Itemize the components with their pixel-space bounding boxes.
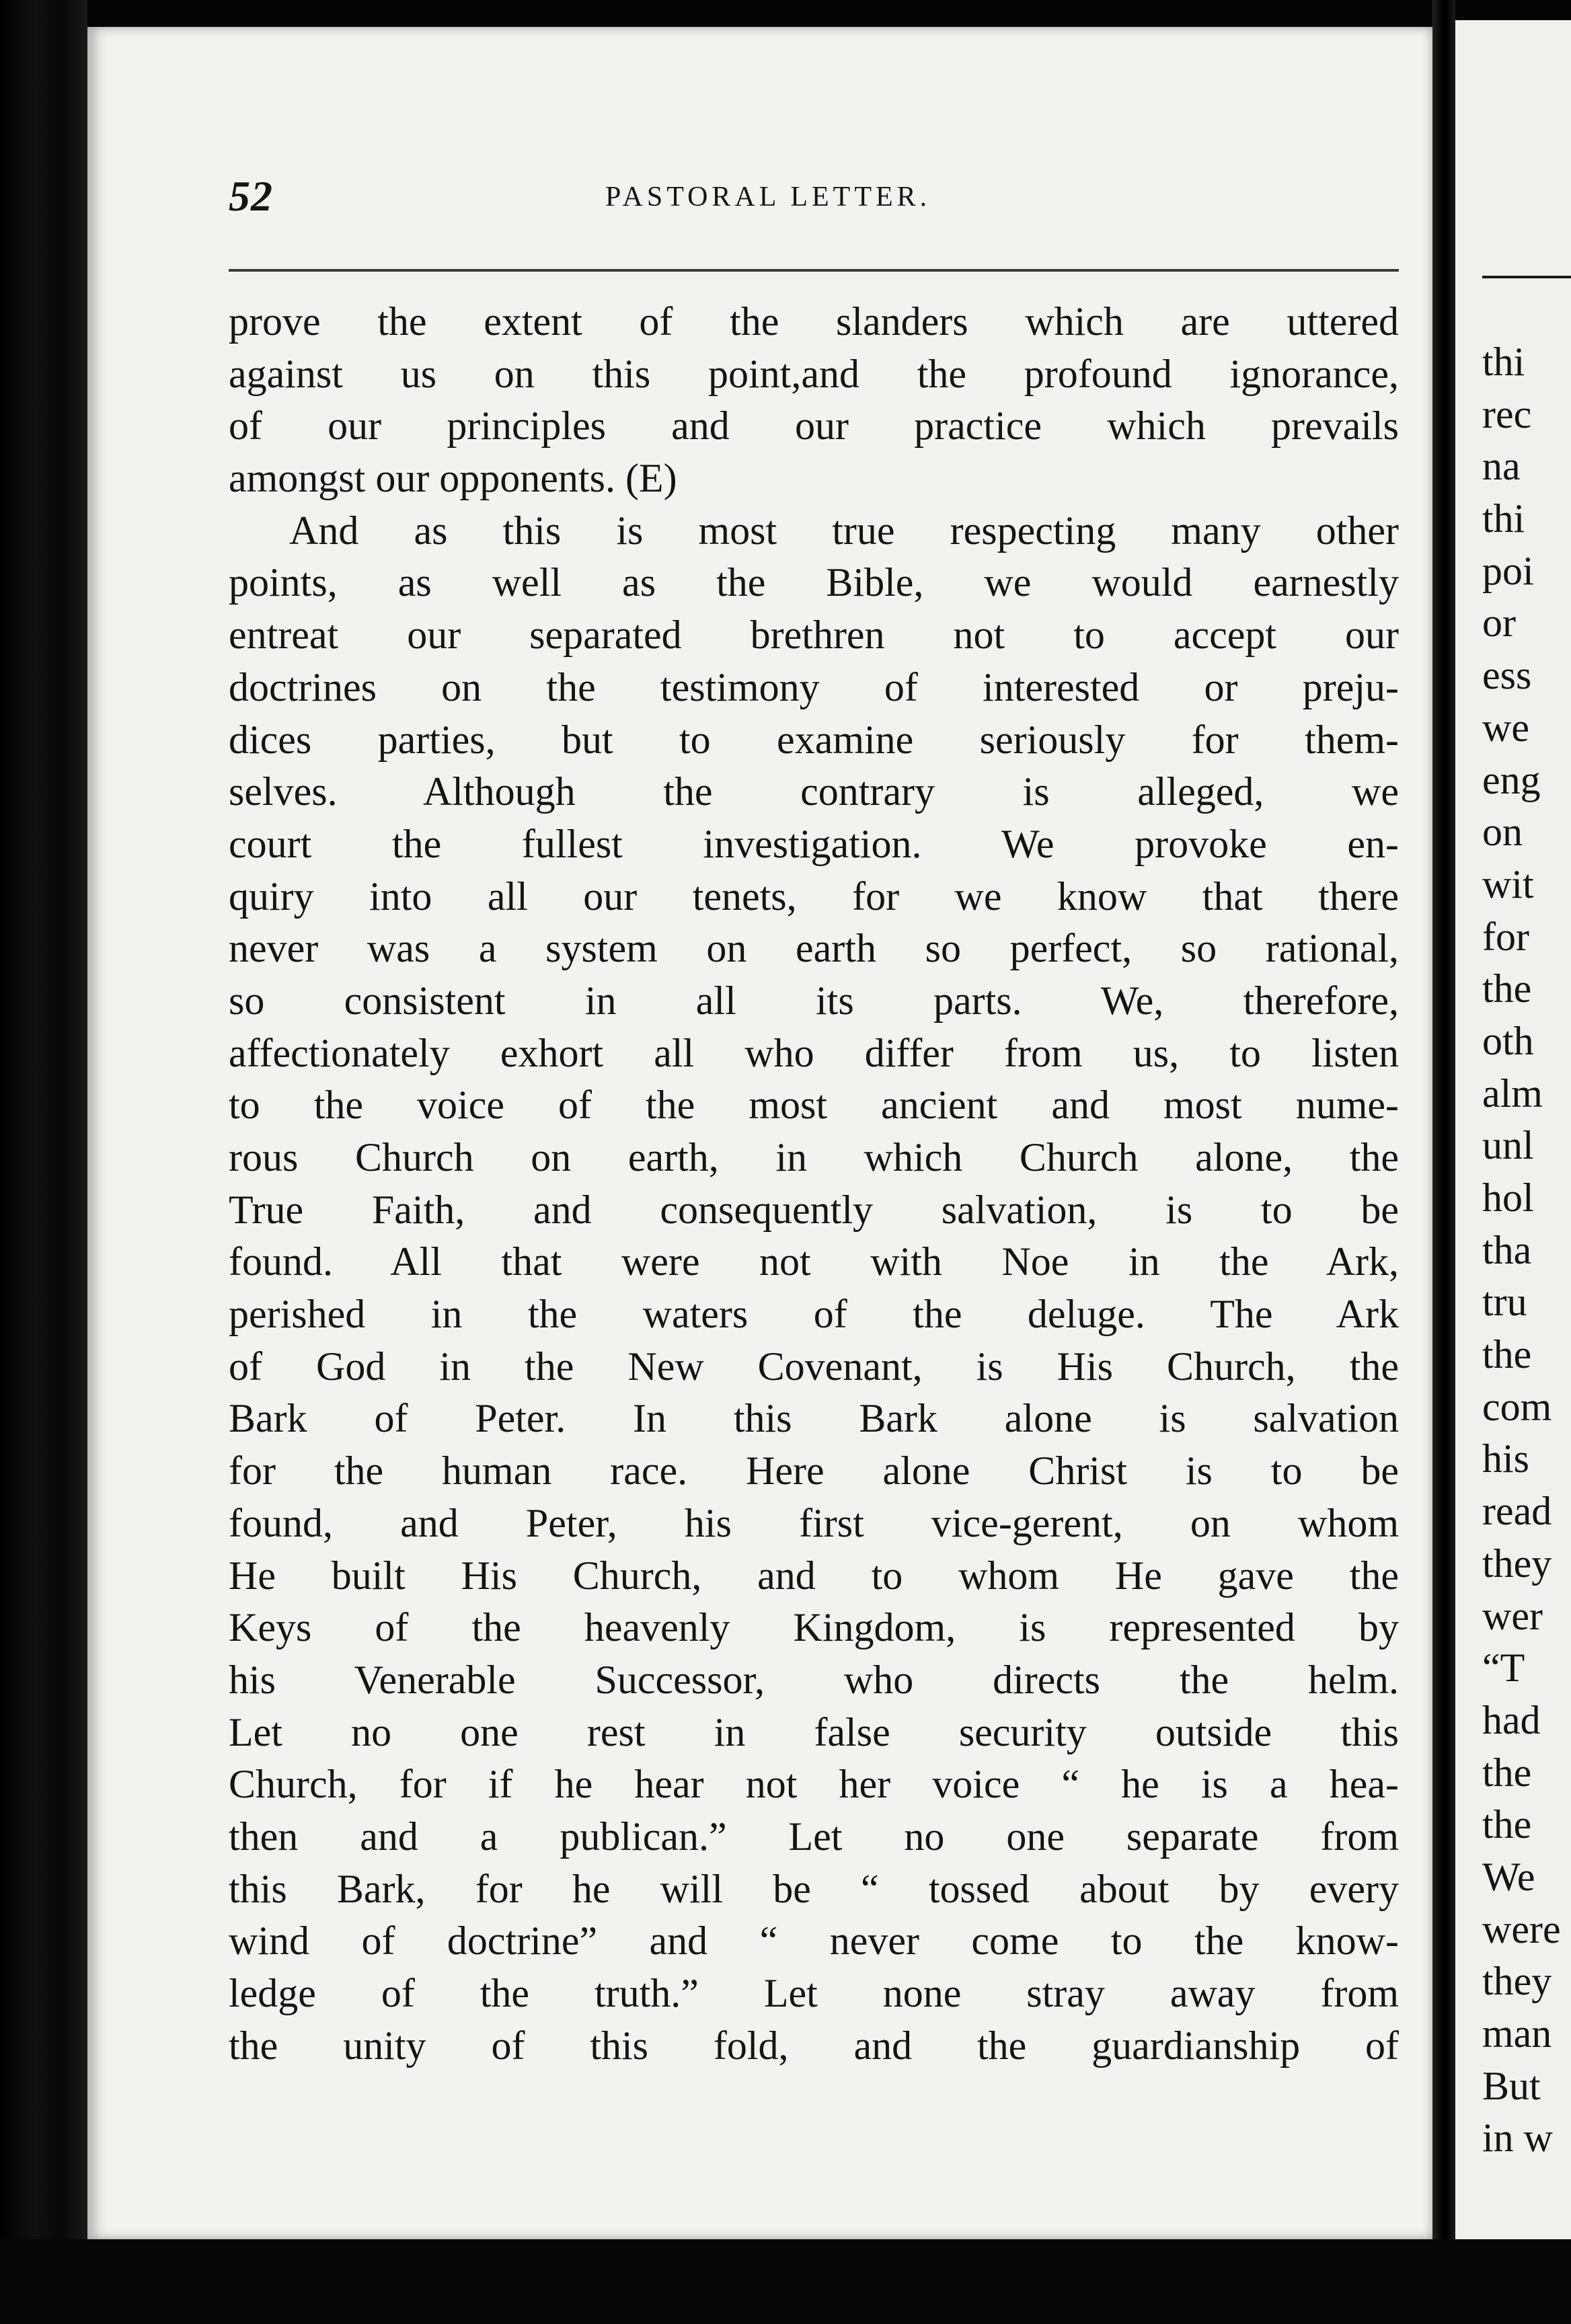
- text-line: found, and Peter, his first vice-gerent, on whom: [229, 1500, 1399, 1545]
- facing-line: we: [1482, 705, 1529, 750]
- body-text: [229, 296, 1399, 2072]
- text-line: perished in the waters of the deluge. The Ark: [229, 1292, 1399, 1337]
- facing-line: his: [1482, 1436, 1530, 1481]
- facing-line: for: [1482, 914, 1529, 959]
- text-line: this Bark, for he will be “ tossed about by every: [229, 1866, 1399, 1911]
- text-line: the unity of this fold, and the guardianship of: [229, 2023, 1399, 2068]
- text-line: found. All that were not with Noe in the Ark,: [229, 1239, 1399, 1284]
- facing-line: read: [1482, 1489, 1552, 1534]
- facing-line: they: [1482, 1959, 1552, 2004]
- facing-line: wit: [1482, 861, 1534, 906]
- text-line: affectionately exhort all who differ from us, to listen: [229, 1030, 1399, 1075]
- facing-line: thi: [1482, 496, 1525, 541]
- facing-line: eng: [1482, 757, 1541, 802]
- facing-line: We: [1482, 1854, 1535, 1899]
- text-line: Church, for if he hear not her voice “ he is a hea-: [229, 1762, 1399, 1807]
- facing-line: the: [1482, 1802, 1532, 1847]
- facing-line: rec: [1482, 391, 1532, 436]
- text-line: of our principles and our practice which prevails: [229, 403, 1399, 449]
- facing-line: But: [1482, 2063, 1541, 2108]
- book-gutter: [1432, 0, 1455, 2324]
- text-line: Let no one rest in false security outside this: [229, 1709, 1399, 1754]
- facing-page-rule: [1482, 276, 1571, 278]
- text-line: ledge of the truth.” Let none stray away from: [229, 1971, 1399, 2015]
- header-rule: [229, 269, 1399, 272]
- text-line: so consistent in all its parts. We, therefore,: [229, 978, 1399, 1023]
- facing-line: wer: [1482, 1593, 1543, 1638]
- text-line: Keys of the heavenly Kingdom, is represented by: [229, 1605, 1399, 1650]
- text-line: to the voice of the most ancient and most nume-: [229, 1083, 1399, 1128]
- facing-line: na: [1482, 444, 1521, 489]
- facing-page-text: [1482, 336, 1561, 2165]
- facing-line: poi: [1482, 548, 1534, 593]
- text-line: entreat our separated brethren not to accept our: [229, 613, 1399, 658]
- facing-line: were: [1482, 1906, 1561, 1951]
- book-edge-shadow: [0, 0, 87, 2324]
- text-line: amongst our opponents. (E): [229, 456, 677, 501]
- text-line: True Faith, and consequently salvation, is to be: [229, 1187, 1399, 1232]
- facing-line: on: [1482, 810, 1523, 855]
- facing-line: “T: [1482, 1645, 1525, 1691]
- text-line: prove the extent of the slanders which are uttered: [229, 299, 1399, 344]
- text-line: And as this is most true respecting many other: [289, 508, 1399, 553]
- text-line: for the human race. Here alone Christ is to be: [229, 1448, 1399, 1494]
- text-line: wind of doctrine” and “ never come to the know-: [229, 1919, 1399, 1964]
- facing-line: tru: [1482, 1280, 1527, 1325]
- facing-line: tha: [1482, 1227, 1532, 1272]
- text-line: quiry into all our tenets, for we know that there: [229, 874, 1399, 919]
- facing-line: in w: [1482, 2116, 1553, 2161]
- facing-line: oth: [1482, 1018, 1534, 1063]
- page-number: 52: [229, 172, 273, 220]
- facing-line: had: [1482, 1697, 1541, 1742]
- facing-page-fragment: [1455, 20, 1571, 2246]
- facing-line: ess: [1482, 653, 1532, 698]
- text-line: doctrines on the testimony of interested or preju-: [229, 664, 1399, 709]
- facing-line: the: [1482, 1332, 1532, 1377]
- text-line: court the fullest investigation. We provoke en-: [229, 821, 1399, 866]
- text-line: Bark of Peter. In this Bark alone is salvation: [229, 1396, 1399, 1441]
- facing-line: the: [1482, 1750, 1532, 1795]
- text-line: never was a system on earth so perfect, so rational,: [229, 926, 1399, 971]
- text-line: rous Church on earth, in which Church alone, the: [229, 1135, 1399, 1179]
- text-line: selves. Although the contrary is alleged, we: [229, 769, 1399, 814]
- running-head: [229, 171, 1399, 225]
- text-line: against us on this point,and the profound ignorance,: [229, 351, 1399, 396]
- scan-bottom-edge: [0, 2239, 1571, 2324]
- facing-line: unl: [1482, 1123, 1534, 1168]
- text-line: of God in the New Covenant, is His Church, the: [229, 1344, 1399, 1389]
- facing-line: man: [1482, 2011, 1552, 2056]
- text-line: points, as well as the Bible, we would earnestly: [229, 560, 1399, 605]
- text-line: He built His Church, and to whom He gave the: [229, 1553, 1399, 1598]
- facing-line: they: [1482, 1541, 1552, 1586]
- facing-line: or: [1482, 601, 1516, 646]
- facing-line: thi: [1482, 340, 1525, 384]
- text-line: his Venerable Successor, who directs the helm.: [229, 1657, 1399, 1702]
- facing-line: hol: [1482, 1175, 1534, 1220]
- running-title: PASTORAL LETTER.: [605, 182, 931, 212]
- facing-line: the: [1482, 966, 1532, 1011]
- text-line: dices parties, but to examine seriously for them-: [229, 717, 1399, 762]
- facing-line: alm: [1482, 1071, 1543, 1116]
- facing-line: com: [1482, 1384, 1552, 1429]
- text-line: then and a publican.” Let no one separate from: [229, 1814, 1399, 1859]
